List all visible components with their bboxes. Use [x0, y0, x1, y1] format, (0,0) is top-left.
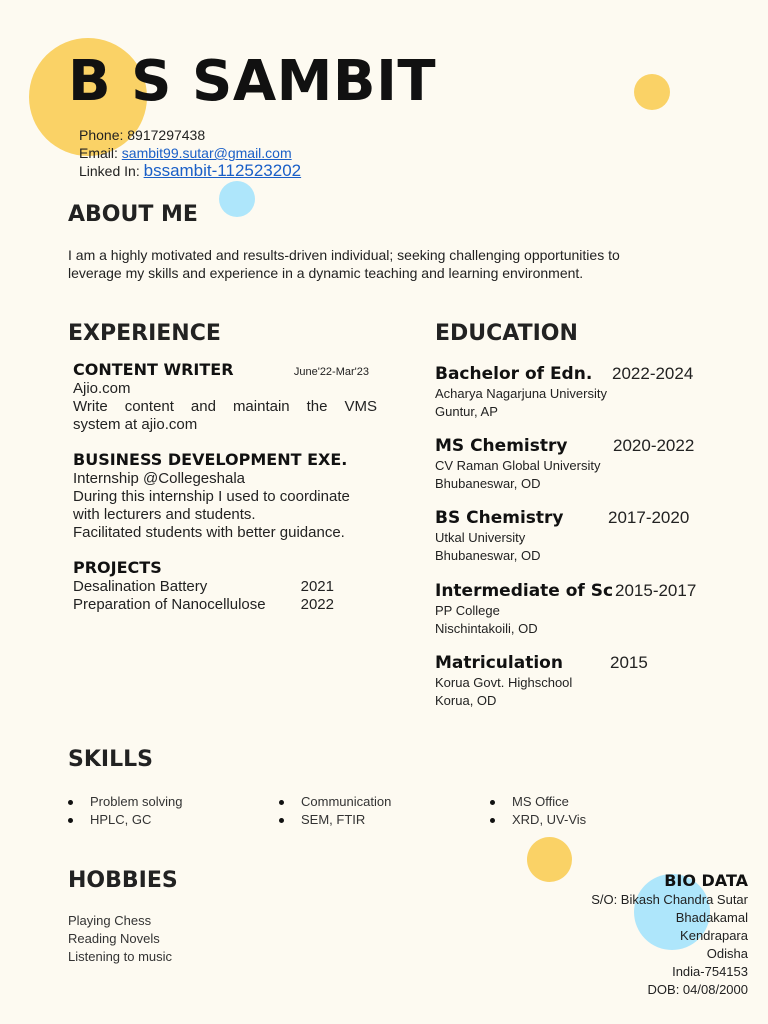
- education-location: Bhubaneswar, OD: [435, 548, 541, 563]
- job-desc-line: with lecturers and students.: [73, 506, 256, 523]
- education-years: 2015-2017: [615, 581, 697, 600]
- education-institution: Utkal University: [435, 530, 526, 545]
- project-row: [73, 596, 361, 614]
- linkedin-line: [79, 162, 301, 180]
- job-company: Ajio.com: [73, 380, 131, 397]
- projects-section: [73, 558, 361, 614]
- linkedin-label: Linked In:: [79, 163, 140, 179]
- education-location: Bhubaneswar, OD: [435, 476, 541, 491]
- job-desc-line: Write content and maintain the VMS: [73, 398, 377, 415]
- decor-circle-blue-small: [219, 181, 255, 217]
- bullet-icon: [490, 800, 495, 805]
- about-line-1: I am a highly motivated and results-driven individual; seeking challenging opportunities to: [68, 247, 620, 263]
- project-row: [73, 578, 361, 596]
- skill-item: [279, 811, 391, 829]
- experience-heading: EXPERIENCE: [68, 321, 221, 346]
- skills-column-3: [490, 793, 586, 829]
- hobbies-heading: HOBBIES: [68, 868, 178, 893]
- resume-name: B S SAMBIT: [68, 49, 437, 114]
- education-item: [435, 508, 690, 565]
- education-degree: Bachelor of Edn.: [435, 364, 593, 384]
- hobby-item: Reading Novels: [68, 931, 160, 946]
- project-name: Preparation of Nanocellulose: [73, 596, 266, 613]
- bio-district: Kendrapara: [680, 928, 748, 943]
- skill-label: XRD, UV-Vis: [512, 812, 587, 827]
- skill-label: Communication: [301, 794, 392, 809]
- bullet-icon: [279, 818, 284, 823]
- bio-country-pin: India-754153: [672, 964, 748, 979]
- skill-label: HPLC, GC: [90, 812, 152, 827]
- education-institution: PP College: [435, 603, 500, 618]
- email-label: Email:: [79, 145, 118, 161]
- education-location: Guntur, AP: [435, 404, 498, 419]
- education-item: [435, 653, 648, 710]
- project-year: 2022: [300, 596, 334, 613]
- education-years: 2020-2022: [613, 436, 695, 455]
- email-line: [79, 144, 301, 162]
- education-location: Nischintakoili, OD: [435, 621, 538, 636]
- bio-village: Bhadakamal: [675, 910, 748, 925]
- linkedin-link[interactable]: bssambit-112523202: [143, 161, 302, 180]
- decor-circle-yellow-small: [634, 74, 670, 110]
- bullet-icon: [490, 818, 495, 823]
- projects-heading: PROJECTS: [73, 558, 162, 577]
- hobby-item: Listening to music: [68, 949, 173, 964]
- job-desc-line: system at ajio.com: [73, 416, 198, 433]
- skill-item: [490, 793, 586, 811]
- job-title: BUSINESS DEVELOPMENT EXE.: [73, 450, 348, 469]
- about-heading: ABOUT ME: [68, 202, 198, 227]
- job-desc-line: During this internship I used to coordinate: [73, 488, 350, 505]
- job-company: Internship @Collegeshala: [73, 470, 245, 487]
- bullet-icon: [68, 818, 73, 823]
- skills-heading: SKILLS: [68, 747, 153, 772]
- skills-column-2: [279, 793, 391, 829]
- bullet-icon: [68, 800, 73, 805]
- education-years: 2017-2020: [608, 508, 690, 527]
- education-item: [435, 364, 694, 421]
- skill-label: MS Office: [512, 794, 569, 809]
- bio-data-block: [591, 871, 748, 999]
- bio-father: S/O: Bikash Chandra Sutar: [591, 892, 748, 907]
- education-location: Korua, OD: [435, 693, 497, 708]
- education-degree: BS Chemistry: [435, 508, 564, 528]
- hobbies-list: [68, 912, 172, 966]
- about-line-2: leverage my skills and experience in a dynamic teaching and learning environment.: [68, 265, 584, 281]
- decor-circle-yellow-mid: [527, 837, 572, 882]
- bio-state: Odisha: [706, 946, 748, 961]
- job-title: CONTENT WRITER: [73, 360, 234, 379]
- hobby-item: Playing Chess: [68, 913, 152, 928]
- education-degree: Matriculation: [435, 653, 563, 673]
- about-text: [68, 246, 708, 282]
- email-link[interactable]: sambit99.sutar@gmail.com: [121, 145, 292, 161]
- education-heading: EDUCATION: [435, 321, 578, 346]
- education-item: [435, 581, 697, 638]
- project-name: Desalination Battery: [73, 578, 208, 595]
- phone-line: [79, 126, 301, 144]
- education-degree: MS Chemistry: [435, 436, 568, 456]
- phone-label: Phone:: [79, 127, 124, 143]
- skill-item: [68, 811, 183, 829]
- skill-label: Problem solving: [90, 794, 183, 809]
- education-institution: CV Raman Global University: [435, 458, 601, 473]
- job-dates: June'22-Mar'23: [293, 366, 369, 378]
- job-business-development: [73, 450, 383, 542]
- bio-heading: BIO DATA: [664, 871, 748, 890]
- skill-item: [279, 793, 391, 811]
- job-desc-line: Facilitated students with better guidance.: [73, 524, 345, 541]
- job-content-writer: [73, 360, 377, 434]
- education-item: [435, 436, 695, 493]
- skill-item: [490, 811, 586, 829]
- skill-item: [68, 793, 183, 811]
- skills-column-1: [68, 793, 183, 829]
- phone-value: 8917297438: [127, 127, 206, 143]
- skill-label: SEM, FTIR: [301, 812, 366, 827]
- education-institution: Korua Govt. Highschool: [435, 675, 573, 690]
- project-year: 2021: [300, 578, 334, 595]
- education-institution: Acharya Nagarjuna University: [435, 386, 607, 401]
- education-years: 2022-2024: [612, 364, 694, 383]
- contact-block: [79, 126, 301, 180]
- bullet-icon: [279, 800, 284, 805]
- education-degree: Intermediate of Sc: [435, 581, 614, 601]
- bio-dob: DOB: 04/08/2000: [647, 982, 748, 997]
- education-years: 2015: [610, 653, 648, 672]
